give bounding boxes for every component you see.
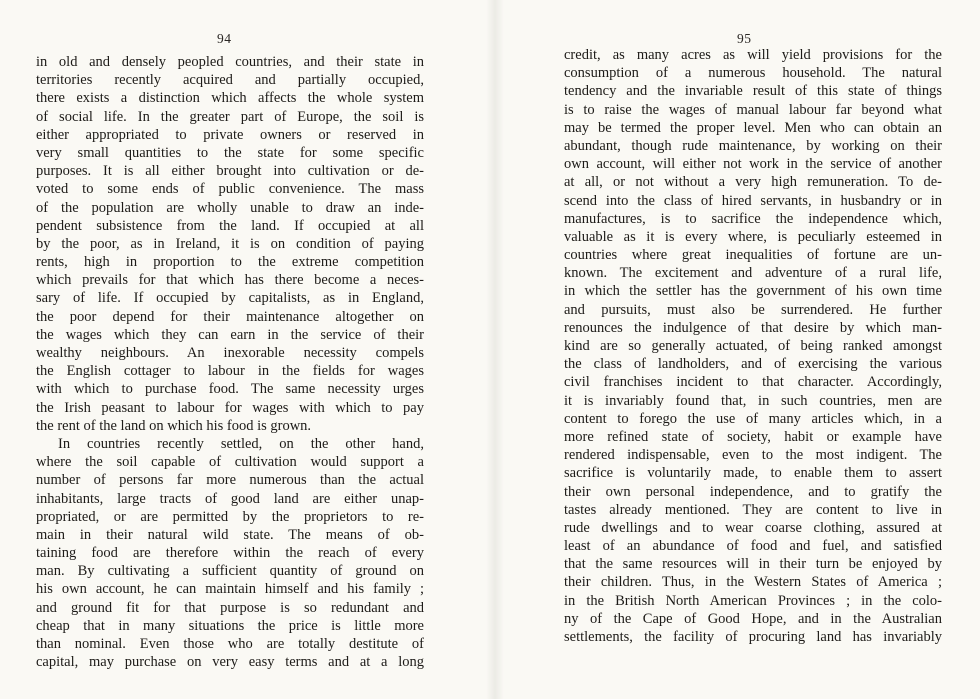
text-line: tendency and the invariable result of this state of things [564,83,942,100]
text-line: where the soil capable of cultivation would support a [36,454,424,471]
page-text [36,53,424,671]
text-line: rents, high in proportion to the extreme competition [36,254,424,271]
page-text [564,46,942,646]
text-line: more refined state of society, habit or example have [564,428,942,445]
text-line: in the British North American Provinces ; in the colo- [564,592,942,609]
text-line: own account, will either not work in the service of another [564,156,942,173]
text-line: that the same resources will in their turn be enjoyed by [564,556,942,573]
text-line: wealthy neighbours. An inexorable necessity compels [36,345,424,361]
text-line: there exists a distinction which affects the whole system [36,90,424,107]
text-line: taining food are therefore within the reach of every [36,545,424,562]
text-line: rendered indispensable, even to the most indigent. The [564,447,942,464]
text-line: settlements, the facility of procuring land has invariably [564,629,942,645]
text-line: countries where great inequalities of fortune are un- [564,247,942,264]
text-line: which prevails for that which has there become a neces- [36,272,424,289]
text-line: it is invariably found that, in such countries, men are [564,392,942,409]
text-line: man. By cultivating a sufficient quantity of ground on [36,563,424,580]
text-line: renounces the indulgence of that desire by which man- [564,319,942,336]
text-line: consumption of a numerous household. The natural [564,65,942,82]
text-line: of social life. In the greater part of Europe, the soil is [36,108,424,125]
text-line: cheap that in many situations the price is little more [36,617,424,634]
text-line: their children. Thus, in the Western States of America ; [564,574,942,591]
page-number: 95 [737,31,752,46]
text-line: their own personal independence, and to gratify the [564,483,942,500]
text-line: the Irish peasant to labour for wages with which to pay [36,399,424,416]
text-line: inhabitants, large tracts of good land are either unap- [36,490,424,507]
text-line: territories recently acquired and partially occupied, [36,72,424,89]
text-line: sacrifice is voluntarily made, to enable them to assert [564,465,942,482]
text-line: civil franchises incident to that character. Accordingly, [564,374,942,391]
text-line: either appropriated to private owners or reserved in [36,126,424,143]
text-line: in old and densely peopled countries, and their state in [36,54,424,70]
text-line: capital, may purchase on very easy terms and at a long [36,654,424,671]
text-line: ny of the Cape of Good Hope, and in the Australian [564,610,942,627]
text-line: abundant, though rude maintenance, by working on their [564,137,942,154]
text-line: his own account, he can maintain himself and his family ; [36,581,424,598]
text-line: rude dwellings and to wear coarse clothing, assured at [564,519,942,536]
text-line: the rent of the land on which his food is grown. [36,417,312,434]
text-line: number of persons far more numerous than the actual [36,472,424,489]
text-line: voted to some ends of public convenience. The mass [36,181,424,198]
text-line: with which to purchase food. The same necessity urges [36,381,424,398]
text-line: is to raise the wages of manual labour far beyond what [564,101,942,118]
page-number: 94 [217,31,232,46]
right-page [490,0,980,699]
text-line: pendent subsistence from the land. If occupied at all [36,217,424,234]
text-line: valuable as it is every where, is peculiarly esteemed in [564,228,942,245]
text-line: the class of landholders, and of exercising the various [564,356,942,373]
text-line: at all, or not without a very high remuneration. To de- [564,174,942,191]
text-line: and pursuits, must also be surrendered. He further [564,301,942,318]
text-line: known. The excitement and adventure of a rural life, [564,265,942,282]
text-line: purposes. It is all either brought into cultivation or de- [36,163,424,180]
text-line: main in their natural wild state. The means of ob- [36,526,424,543]
text-line: the poor depend for their maintenance altogether on [36,308,424,325]
text-line: manufactures, is to sacrifice the independence which, [564,210,942,227]
text-line: propriated, or are permitted by the proprietors to re- [36,508,424,525]
text-line: very small quantities to the state for some specific [36,144,424,161]
text-line: least of an abundance of food and fuel, and satisfied [564,538,942,555]
text-line: content to forego the use of many articles which, in a [564,410,942,427]
text-line: In countries recently settled, on the other hand, [58,435,424,452]
text-line: kind are so generally actuated, of being ranked amongst [564,338,942,354]
text-line: in which the settler has the government of his own time [564,283,942,300]
text-line: than nominal. Even those who are totally destitute of [36,636,424,652]
text-line: tastes already mentioned. They are content to live in [564,501,942,518]
text-line: sary of life. If occupied by capitalists, as in England, [36,290,424,307]
text-line: the wages which they can earn in the service of their [36,326,424,343]
text-line: of the population are wholly unable to draw an inde- [36,199,424,216]
text-line: credit, as many acres as will yield provisions for the [564,47,942,63]
text-line: the English cottager to labour in the fields for wages [36,363,424,380]
text-line: may be termed the proper level. Men who can obtain an [564,119,942,136]
text-line: by the poor, as in Ireland, it is on condition of paying [36,235,424,252]
text-line: scend into the class of hired servants, in husbandry or in [564,192,942,209]
text-line: and ground fit for that purpose is so redundant and [36,599,424,616]
